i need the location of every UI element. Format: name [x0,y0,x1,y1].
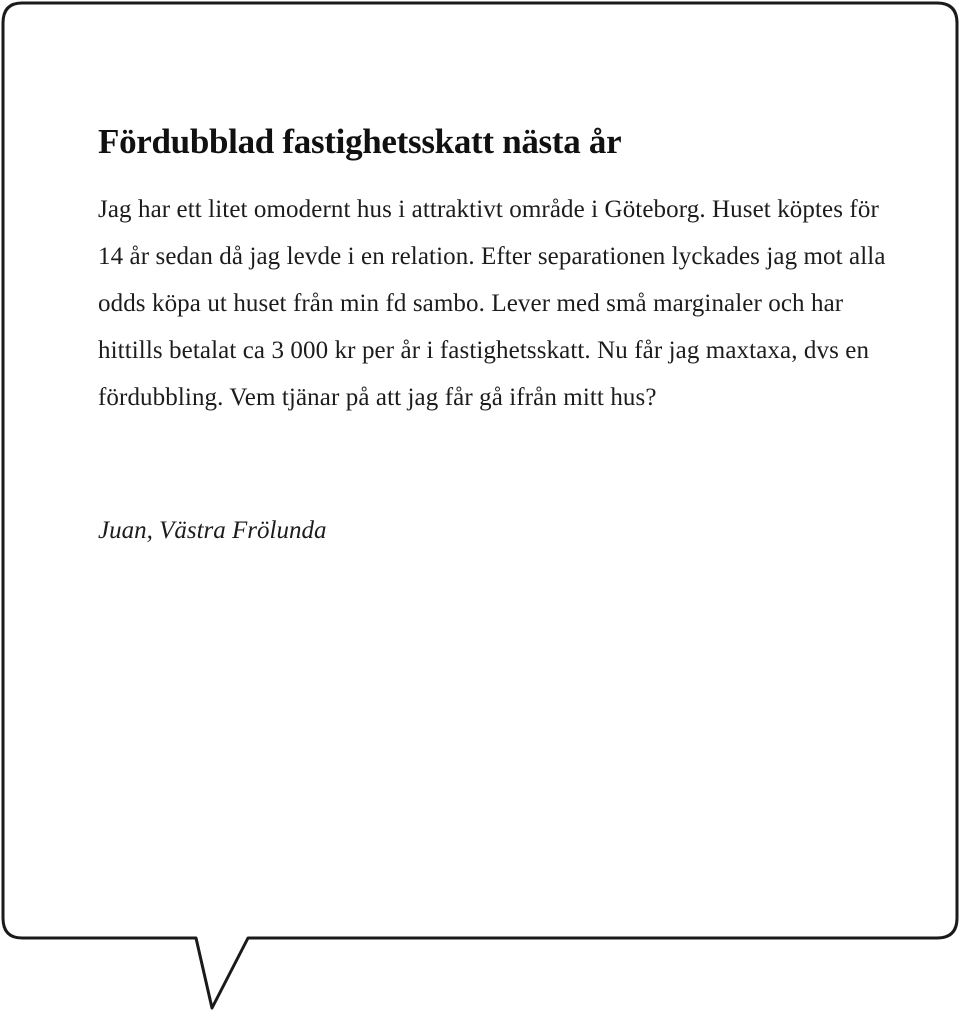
letter-title: Fördubblad fastighetsskatt nästa år [98,122,622,161]
letter-content [98,118,888,554]
letter-body: Jag har ett litet omodernt hus i attraktivt område i Göteborg. Huset köptes för 14 år sedan då jag levde i en relation. Efter separationen lyckades jag mot alla odds köpa ut huset från min fd sambo. Lever med små marginaler och har hittills betalat ca 3 000 kr per år i fastighetsskatt. Nu får jag maxtaxa, dvs en fördubbling. Vem tjänar på att jag får gå ifrån mitt hus? [98,196,886,411]
letter-signature: Juan, Västra Frölunda [98,517,327,544]
